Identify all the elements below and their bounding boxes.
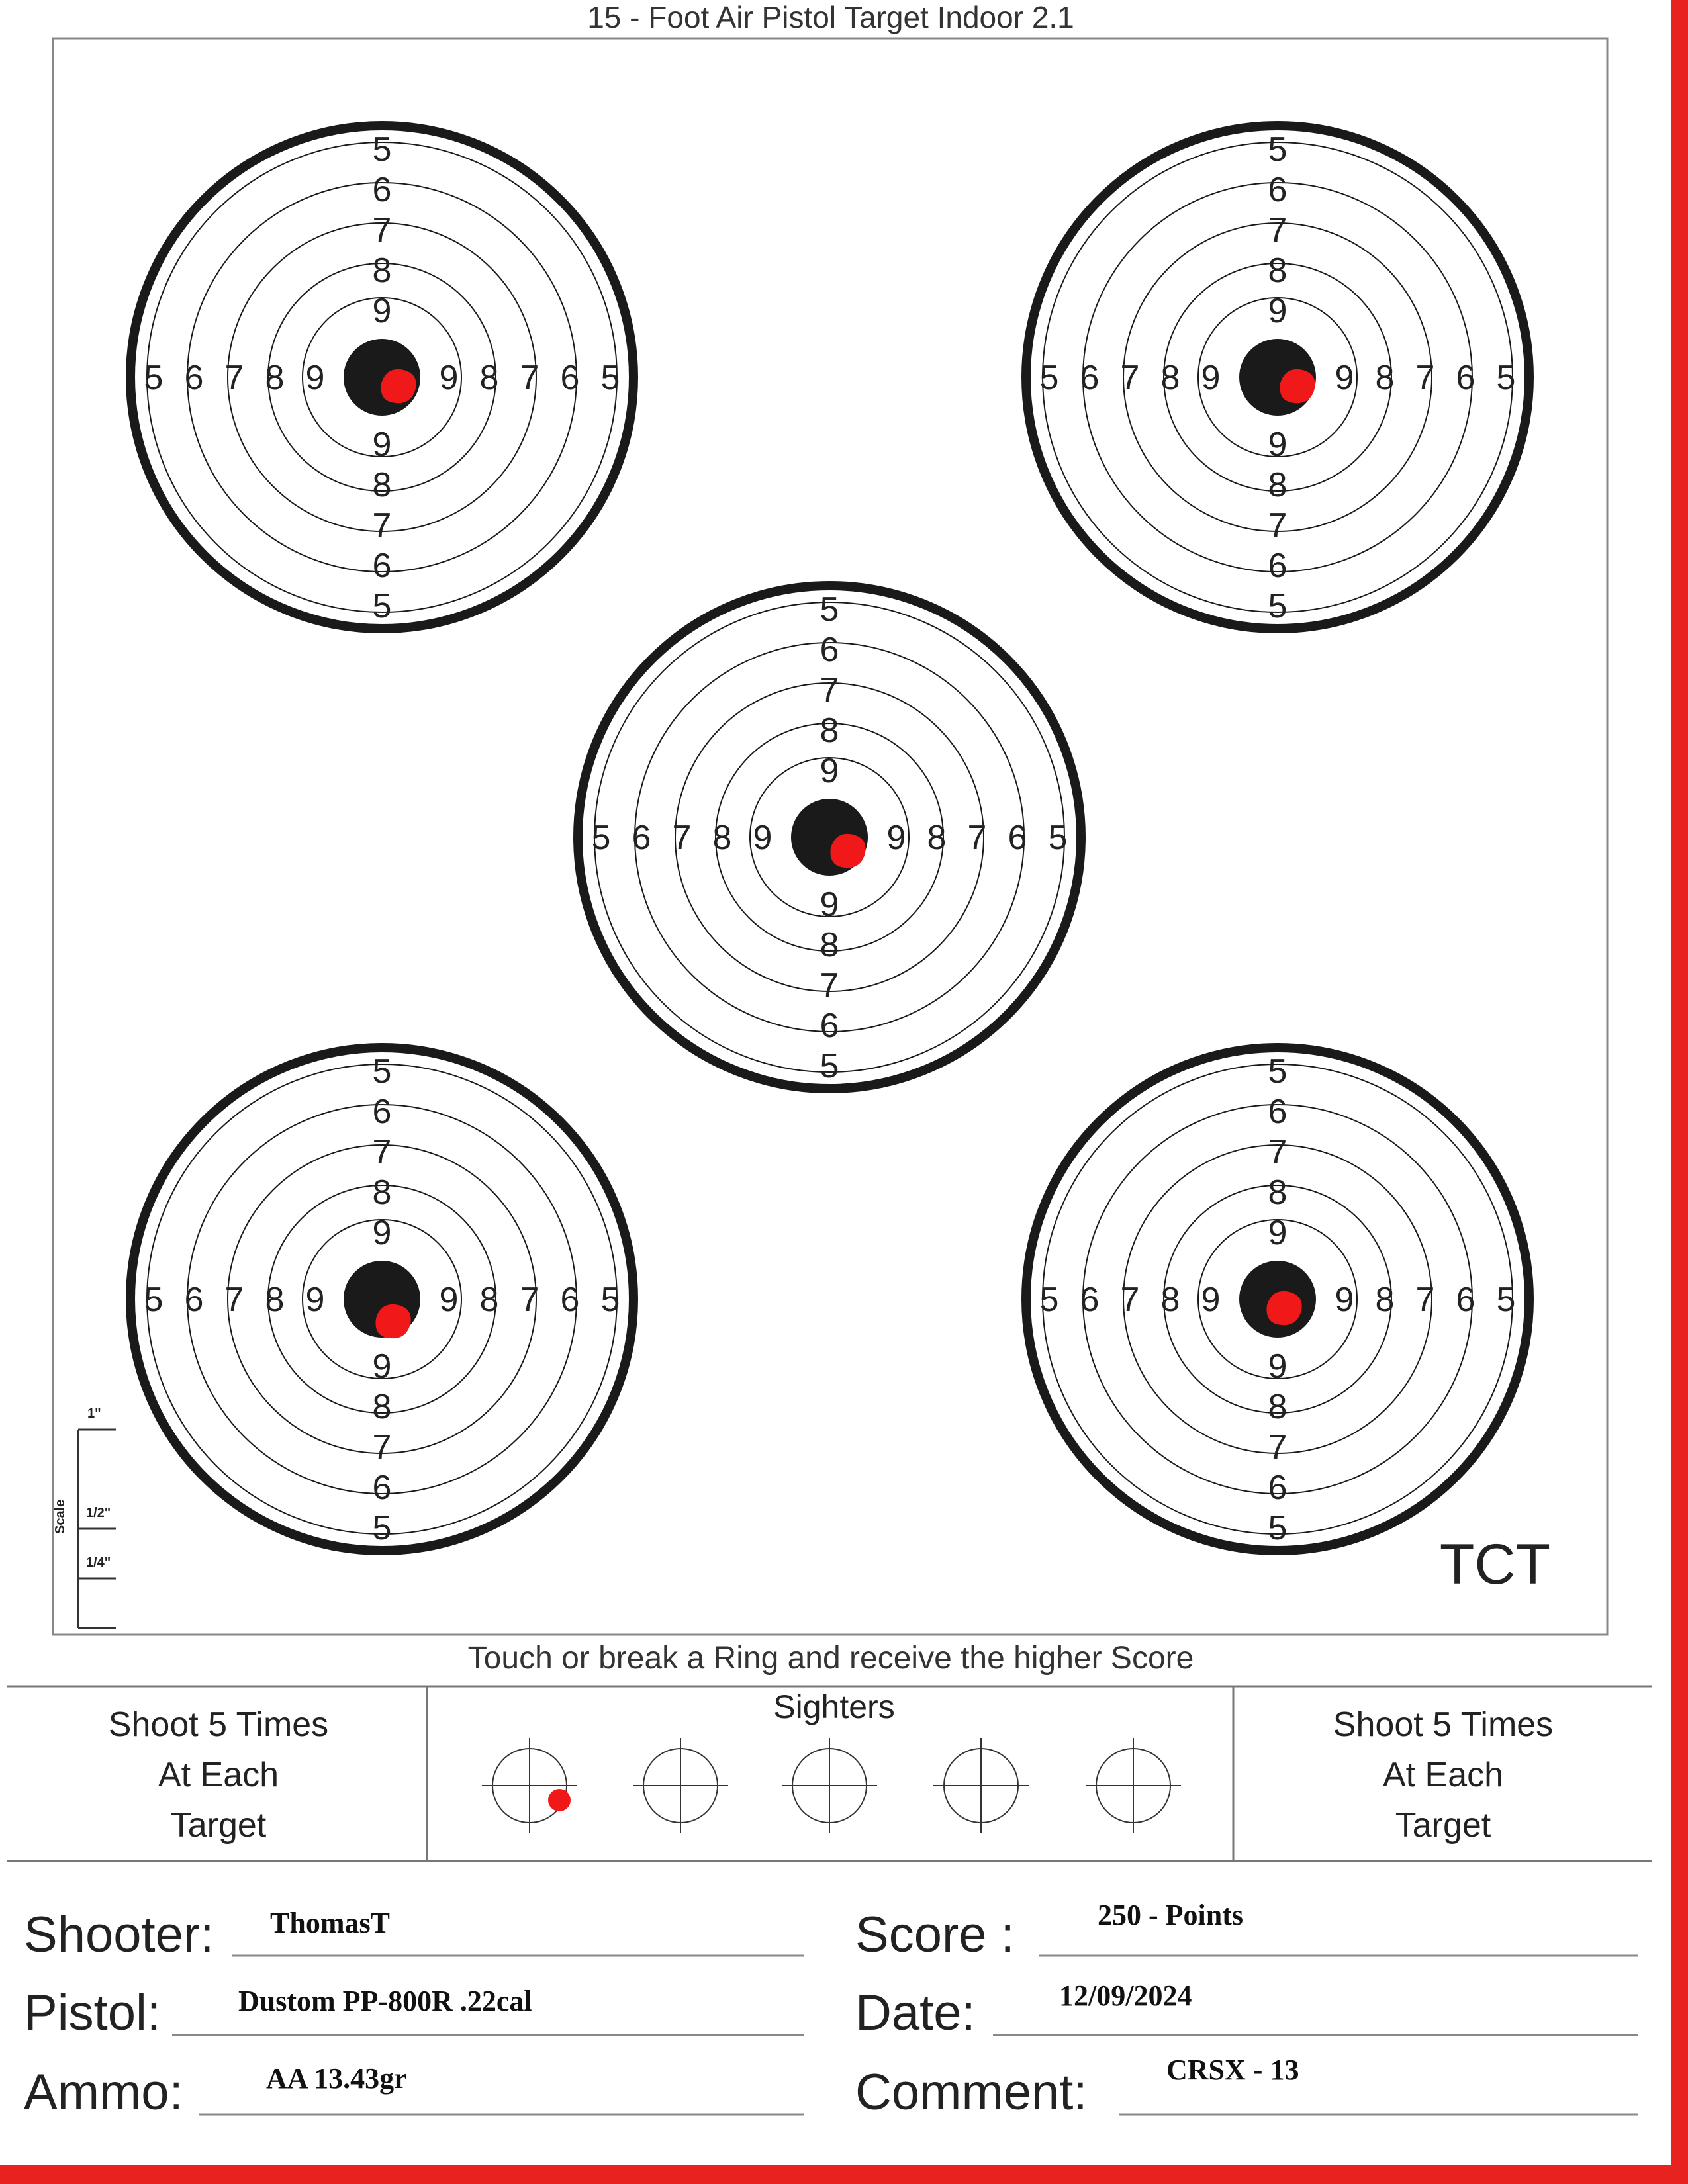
brand-logo-text: TCT	[1439, 1533, 1550, 1596]
ring-number-label: 9	[1335, 359, 1354, 397]
ring-number-label: 9	[820, 886, 839, 924]
ammo-label: Ammo:	[24, 2064, 183, 2120]
scale-mark-quarter-in: 1/4"	[86, 1555, 111, 1570]
ring-number-label: 5	[144, 359, 164, 397]
ring-number-label: 7	[1268, 1133, 1288, 1171]
scoring-rule-note: Touch or break a Ring and receive the higher Score	[467, 1641, 1194, 1676]
ring-number-label: 8	[479, 359, 499, 397]
shot-hole-hit	[381, 369, 416, 403]
ring-number-label: 5	[1268, 587, 1288, 625]
sighter-crosshair	[782, 1738, 877, 1833]
ring-number-label: 7	[520, 359, 539, 397]
ring-number-label: 5	[1496, 1281, 1516, 1319]
ring-number-label: 5	[372, 587, 392, 625]
shot-hole-hit	[830, 834, 865, 868]
ring-number-label: 6	[632, 819, 651, 857]
ring-number-label: 7	[372, 1133, 392, 1171]
ring-number-label: 5	[600, 359, 620, 397]
instruction-line: Shoot 5 Times	[1333, 1706, 1554, 1744]
ring-number-label: 6	[372, 171, 392, 209]
ring-number-label: 9	[1268, 292, 1288, 330]
ring-number-label: 9	[372, 426, 392, 464]
ring-number-label: 8	[1268, 1388, 1288, 1426]
pistol-value: Dustom PP-800R .22cal	[238, 1985, 532, 2017]
instructions-right	[1304, 1700, 1582, 1850]
scale-mark-half-in: 1/2"	[86, 1506, 111, 1520]
ring-number-label: 8	[927, 819, 947, 857]
sighter-crosshair	[933, 1738, 1029, 1833]
sighter-targets	[482, 1738, 1181, 1833]
ring-number-label: 7	[1268, 1428, 1288, 1467]
ring-number-label: 5	[1268, 1509, 1288, 1547]
ring-number-label: 6	[1268, 547, 1288, 585]
ring-number-label: 9	[439, 359, 459, 397]
shot-hole-hit	[1280, 369, 1315, 403]
ring-number-label: 7	[1268, 506, 1288, 545]
instruction-line: At Each	[158, 1756, 279, 1794]
ring-number-label: 9	[820, 752, 839, 790]
ring-number-label: 8	[479, 1281, 499, 1319]
ring-number-label: 5	[820, 590, 839, 629]
ring-number-label: 5	[1039, 359, 1059, 397]
ring-number-label: 7	[1415, 1281, 1435, 1319]
ring-number-label: 6	[560, 1281, 580, 1319]
ring-number-label: 5	[1496, 359, 1516, 397]
instruction-line: Shoot 5 Times	[108, 1706, 329, 1744]
ring-number-label: 8	[1375, 1281, 1395, 1319]
ring-number-label: 7	[1268, 211, 1288, 250]
comment-label: Comment:	[855, 2064, 1088, 2120]
ring-number-label: 8	[265, 359, 285, 397]
ring-number-label: 9	[305, 359, 325, 397]
shot-hole-hit	[1266, 1291, 1301, 1325]
scale-mark-1in: 1"	[87, 1406, 101, 1421]
sighter-crosshair	[482, 1738, 577, 1833]
score-value: 250 - Points	[1098, 1899, 1243, 1931]
ring-number-label: 5	[1039, 1281, 1059, 1319]
ring-number-label: 5	[372, 1052, 392, 1091]
ring-number-label: 9	[886, 819, 906, 857]
ring-number-label: 8	[1160, 359, 1180, 397]
ring-number-label: 5	[1268, 1052, 1288, 1091]
ring-number-label: 9	[1335, 1281, 1354, 1319]
ring-number-label: 5	[820, 1047, 839, 1085]
ring-number-label: 6	[372, 1093, 392, 1131]
ring-number-label: 6	[1268, 171, 1288, 209]
score-label: Score :	[855, 1907, 1015, 1963]
ring-number-label: 8	[372, 466, 392, 504]
bull-target	[1026, 126, 1529, 629]
red-border-right	[1671, 0, 1688, 2184]
comment-value: CRSX - 13	[1166, 2054, 1299, 2086]
ring-number-label: 6	[1268, 1093, 1288, 1131]
ring-number-label: 6	[1456, 1281, 1476, 1319]
sighters-label: Sighters	[773, 1688, 895, 1725]
ring-number-label: 9	[372, 1347, 392, 1386]
bull-targets	[130, 126, 1529, 1551]
ring-number-label: 5	[600, 1281, 620, 1319]
sighter-crosshair	[1086, 1738, 1181, 1833]
ring-number-label: 5	[372, 130, 392, 169]
pistol-label: Pistol:	[24, 1985, 161, 2041]
ring-number-label: 8	[1268, 251, 1288, 290]
bull-target	[1026, 1048, 1529, 1551]
ring-number-label: 6	[1080, 1281, 1100, 1319]
ring-number-label: 6	[372, 547, 392, 585]
ring-number-label: 6	[560, 359, 580, 397]
bull-target	[130, 126, 633, 629]
ring-number-label: 7	[967, 819, 987, 857]
date-value: 12/09/2024	[1059, 1979, 1192, 2012]
ring-number-label: 6	[820, 631, 839, 669]
ring-number-label: 7	[1415, 359, 1435, 397]
ring-number-label: 7	[372, 1428, 392, 1467]
ring-number-label: 6	[820, 1007, 839, 1045]
ring-number-label: 9	[372, 1214, 392, 1252]
ring-number-label: 8	[712, 819, 732, 857]
ring-number-label: 7	[224, 1281, 244, 1319]
ring-number-label: 7	[520, 1281, 539, 1319]
ring-number-label: 9	[1268, 426, 1288, 464]
ring-number-label: 6	[184, 1281, 204, 1319]
red-border-bottom	[0, 2165, 1688, 2184]
sighter-crosshair	[633, 1738, 728, 1833]
ring-number-label: 6	[1008, 819, 1027, 857]
ring-number-label: 7	[372, 211, 392, 250]
instruction-line: Target	[1395, 1806, 1491, 1844]
scale-label: Scale	[53, 1499, 68, 1534]
ring-number-label: 7	[372, 506, 392, 545]
ring-number-label: 9	[372, 292, 392, 330]
sheet-title: 15 - Foot Air Pistol Target Indoor 2.1	[587, 0, 1074, 34]
ring-number-label: 8	[1268, 1173, 1288, 1212]
ring-number-label: 7	[1120, 359, 1140, 397]
ring-number-label: 8	[820, 711, 839, 750]
ring-number-label: 9	[439, 1281, 459, 1319]
ring-number-label: 7	[224, 359, 244, 397]
instruction-line: Target	[170, 1806, 267, 1844]
ring-number-label: 5	[591, 819, 611, 857]
ring-number-label: 5	[144, 1281, 164, 1319]
ring-number-label: 7	[820, 966, 839, 1005]
ring-number-label: 8	[372, 1388, 392, 1426]
ring-number-label: 8	[372, 1173, 392, 1212]
ring-number-label: 5	[372, 1509, 392, 1547]
ring-number-label: 6	[1456, 359, 1476, 397]
ring-number-label: 6	[372, 1469, 392, 1507]
ring-number-label: 7	[820, 671, 839, 709]
bull-target	[130, 1048, 633, 1551]
ring-number-label: 8	[372, 251, 392, 290]
ring-number-label: 6	[184, 359, 204, 397]
ring-number-label: 9	[753, 819, 773, 857]
ring-number-label: 9	[1201, 359, 1221, 397]
ammo-value: AA 13.43gr	[266, 2062, 407, 2095]
ring-number-label: 7	[672, 819, 692, 857]
instruction-line: At Each	[1382, 1756, 1504, 1794]
shooter-label: Shooter:	[24, 1907, 214, 1963]
ring-number-label: 9	[1268, 1347, 1288, 1386]
ring-number-label: 8	[1160, 1281, 1180, 1319]
date-label: Date:	[855, 1985, 976, 2041]
scale-bar	[78, 1430, 116, 1628]
ring-number-label: 9	[1201, 1281, 1221, 1319]
instructions-left	[79, 1700, 357, 1850]
sighter-hit	[548, 1789, 571, 1811]
ring-number-label: 6	[1268, 1469, 1288, 1507]
ring-number-label: 8	[265, 1281, 285, 1319]
ring-number-label: 5	[1048, 819, 1068, 857]
shooter-value: ThomasT	[270, 1907, 390, 1939]
shot-hole-hit	[375, 1304, 410, 1338]
ring-number-label: 6	[1080, 359, 1100, 397]
bull-target	[578, 586, 1081, 1089]
ring-number-label: 8	[1375, 359, 1395, 397]
ring-number-label: 9	[1268, 1214, 1288, 1252]
ring-number-label: 9	[305, 1281, 325, 1319]
ring-number-label: 7	[1120, 1281, 1140, 1319]
ring-number-label: 8	[1268, 466, 1288, 504]
ring-number-label: 5	[1268, 130, 1288, 169]
ring-number-label: 8	[820, 926, 839, 964]
